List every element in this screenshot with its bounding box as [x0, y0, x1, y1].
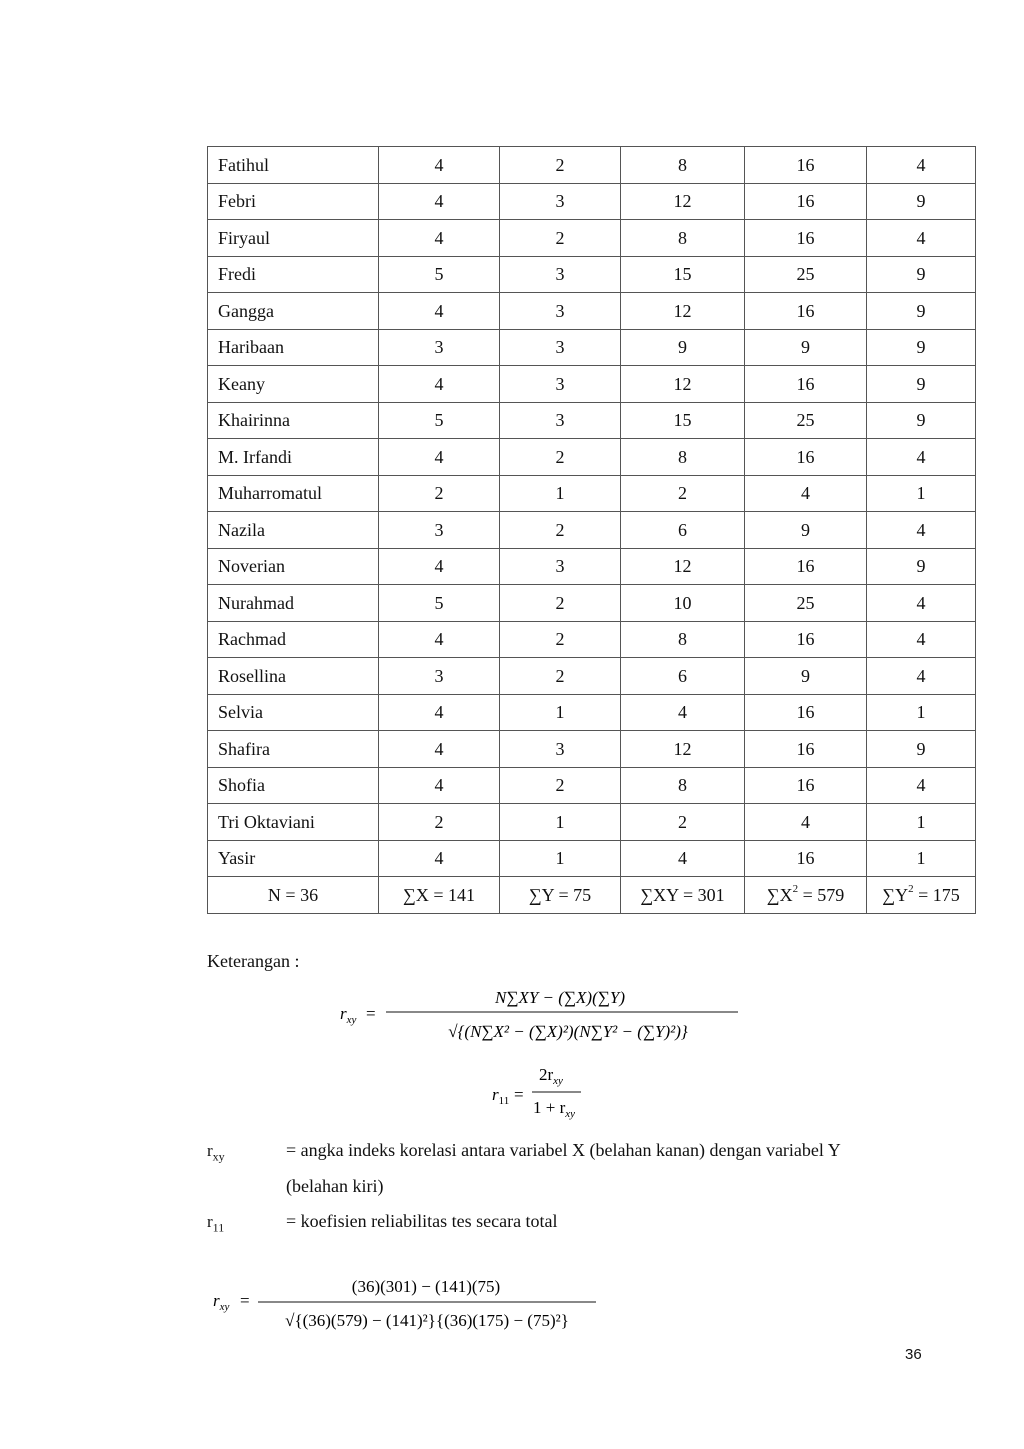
y-cell: 3	[500, 402, 621, 439]
name-cell: Shafira	[208, 731, 379, 768]
calc-formula	[213, 1277, 596, 1330]
y-cell: 2	[500, 220, 621, 257]
name-cell: Haribaan	[208, 329, 379, 366]
name-cell: Shofia	[208, 767, 379, 804]
name-cell: Febri	[208, 183, 379, 220]
name-cell: Rachmad	[208, 621, 379, 658]
xy-cell: 15	[621, 256, 745, 293]
x2-cell: 16	[745, 621, 867, 658]
name-cell: Yasir	[208, 840, 379, 877]
xy-cell: 12	[621, 293, 745, 330]
name-cell: Gangga	[208, 293, 379, 330]
y-cell: 3	[500, 548, 621, 585]
y2-cell: 1	[867, 840, 976, 877]
x2-cell: 16	[745, 840, 867, 877]
xy-cell: 4	[621, 694, 745, 731]
def-rxy-label: $r_{xy}$	[207, 1141, 225, 1164]
y-cell: 1	[500, 694, 621, 731]
xy-cell: 12	[621, 366, 745, 403]
calc-denominator: √{(36)(579) − (141)²}{(36)(175) − (75)²}	[285, 1311, 569, 1330]
r11-denominator: $1 + r_{xy}$	[533, 1098, 576, 1120]
name-cell: Khairinna	[208, 402, 379, 439]
x2-cell: 16	[745, 220, 867, 257]
y2-cell: 1	[867, 804, 976, 841]
y-cell: 3	[500, 183, 621, 220]
xy-cell: 12	[621, 548, 745, 585]
xy-cell: 8	[621, 767, 745, 804]
y2-cell: 4	[867, 621, 976, 658]
x-cell: 4	[379, 694, 500, 731]
keterangan-label: Keterangan :	[207, 951, 300, 971]
name-cell: Nazila	[208, 512, 379, 549]
name-cell: Tri Oktaviani	[208, 804, 379, 841]
y2-cell: 4	[867, 512, 976, 549]
y2-cell: 1	[867, 475, 976, 512]
y-cell: 2	[500, 512, 621, 549]
name-cell: Muharromatul	[208, 475, 379, 512]
name-cell: Selvia	[208, 694, 379, 731]
sum-x2-label: ∑X	[766, 885, 793, 905]
x-cell: 5	[379, 585, 500, 622]
xy-cell: 8	[621, 220, 745, 257]
x-cell: 4	[379, 220, 500, 257]
xy-cell: 10	[621, 585, 745, 622]
xy-cell: 4	[621, 840, 745, 877]
y2-cell: 1	[867, 694, 976, 731]
y-cell: 2	[500, 658, 621, 695]
x-cell: 4	[379, 293, 500, 330]
y-cell: 3	[500, 731, 621, 768]
x-cell: 4	[379, 183, 500, 220]
rxy-lhs: $r_{xy}$	[340, 1004, 357, 1026]
sum-y2-value: = 175	[913, 885, 960, 905]
sum-x2-value: = 579	[798, 885, 845, 905]
y2-cell: 9	[867, 329, 976, 366]
formula-rxy	[340, 988, 738, 1041]
name-cell: Fatihul	[208, 147, 379, 184]
name-cell: Keany	[208, 366, 379, 403]
x-cell: 4	[379, 767, 500, 804]
x-cell: 4	[379, 366, 500, 403]
x2-cell: 16	[745, 548, 867, 585]
rxy-denominator: √{(N∑X² − (∑X)²)(N∑Y² − (∑Y)²)}	[448, 1022, 688, 1041]
y2-cell: 4	[867, 439, 976, 476]
x2-cell: 16	[745, 694, 867, 731]
y-cell: 2	[500, 767, 621, 804]
y2-cell: 9	[867, 731, 976, 768]
x2-cell: 25	[745, 402, 867, 439]
calc-lhs: $r_{xy}$	[213, 1291, 230, 1313]
xy-cell: 6	[621, 658, 745, 695]
x2-cell: 16	[745, 293, 867, 330]
x2-cell: 16	[745, 183, 867, 220]
r11-lhs: $r_{11}$	[492, 1085, 510, 1107]
xy-cell: 2	[621, 804, 745, 841]
x2-cell: 25	[745, 256, 867, 293]
xy-cell: 8	[621, 439, 745, 476]
name-cell: Fredi	[208, 256, 379, 293]
x-cell: 4	[379, 439, 500, 476]
total-n: N = 36	[208, 877, 379, 914]
x2-cell: 4	[745, 804, 867, 841]
xy-cell: 8	[621, 147, 745, 184]
page-number: 36	[905, 1346, 922, 1363]
y2-cell: 4	[867, 767, 976, 804]
xy-cell: 12	[621, 183, 745, 220]
y-cell: 3	[500, 329, 621, 366]
x-cell: 2	[379, 475, 500, 512]
y2-cell: 9	[867, 256, 976, 293]
def-r11-text: = koefisien reliabilitas tes secara total	[286, 1211, 558, 1231]
y-cell: 3	[500, 293, 621, 330]
name-cell: M. Irfandi	[208, 439, 379, 476]
y2-cell: 4	[867, 658, 976, 695]
x-cell: 4	[379, 731, 500, 768]
formula-r11	[492, 1065, 581, 1120]
sum-y2-label: ∑Y	[882, 885, 909, 905]
y-cell: 1	[500, 804, 621, 841]
x2-cell: 16	[745, 731, 867, 768]
rxy-numerator: N∑XY − (∑X)(∑Y)	[495, 988, 625, 1007]
x-cell: 4	[379, 548, 500, 585]
y2-cell: 9	[867, 402, 976, 439]
y-cell: 2	[500, 621, 621, 658]
y2-cell: 4	[867, 585, 976, 622]
x-cell: 3	[379, 329, 500, 366]
x2-cell: 16	[745, 767, 867, 804]
y-cell: 2	[500, 439, 621, 476]
xy-cell: 9	[621, 329, 745, 366]
y2-cell: 9	[867, 548, 976, 585]
total-sum-y: ∑Y = 75	[500, 877, 621, 914]
rxy-eq: =	[366, 1004, 376, 1023]
calc-numerator: (36)(301) − (141)(75)	[351, 1277, 501, 1296]
xy-cell: 6	[621, 512, 745, 549]
xy-cell: 12	[621, 731, 745, 768]
y-cell: 1	[500, 840, 621, 877]
name-cell: Firyaul	[208, 220, 379, 257]
x2-cell: 25	[745, 585, 867, 622]
xy-cell: 2	[621, 475, 745, 512]
name-cell: Noverian	[208, 548, 379, 585]
y2-cell: 9	[867, 366, 976, 403]
x-cell: 2	[379, 804, 500, 841]
x-cell: 4	[379, 840, 500, 877]
x-cell: 3	[379, 512, 500, 549]
y-cell: 2	[500, 147, 621, 184]
name-cell: Nurahmad	[208, 585, 379, 622]
x2-cell: 9	[745, 512, 867, 549]
xy-cell: 15	[621, 402, 745, 439]
y2-cell: 9	[867, 183, 976, 220]
y-cell: 3	[500, 256, 621, 293]
x-cell: 4	[379, 621, 500, 658]
sum-y2-sq: 2	[908, 883, 914, 895]
x2-cell: 16	[745, 366, 867, 403]
x2-cell: 4	[745, 475, 867, 512]
x-cell: 5	[379, 402, 500, 439]
total-sum-x: ∑X = 141	[379, 877, 500, 914]
x-cell: 4	[379, 147, 500, 184]
x-cell: 5	[379, 256, 500, 293]
def-r11-label: $r_{11}$	[207, 1212, 225, 1235]
y2-cell: 4	[867, 147, 976, 184]
y-cell: 3	[500, 366, 621, 403]
sum-x2-sq: 2	[792, 883, 799, 895]
x2-cell: 16	[745, 439, 867, 476]
calc-eq: =	[240, 1291, 250, 1310]
x-cell: 3	[379, 658, 500, 695]
y2-cell: 4	[867, 220, 976, 257]
y-cell: 1	[500, 475, 621, 512]
r11-numerator: $2r_{xy}$	[539, 1065, 563, 1087]
y2-cell: 9	[867, 293, 976, 330]
x2-cell: 9	[745, 329, 867, 366]
def-rxy-text-cont: (belahan kiri)	[286, 1176, 384, 1196]
y-cell: 2	[500, 585, 621, 622]
def-rxy-text: = angka indeks korelasi antara variabel X (belahan kanan) dengan variabel Y	[286, 1140, 841, 1160]
r11-eq: =	[514, 1085, 524, 1104]
x2-cell: 9	[745, 658, 867, 695]
name-cell: Rosellina	[208, 658, 379, 695]
total-sum-xy: ∑XY = 301	[621, 877, 745, 914]
xy-cell: 8	[621, 621, 745, 658]
x2-cell: 16	[745, 147, 867, 184]
